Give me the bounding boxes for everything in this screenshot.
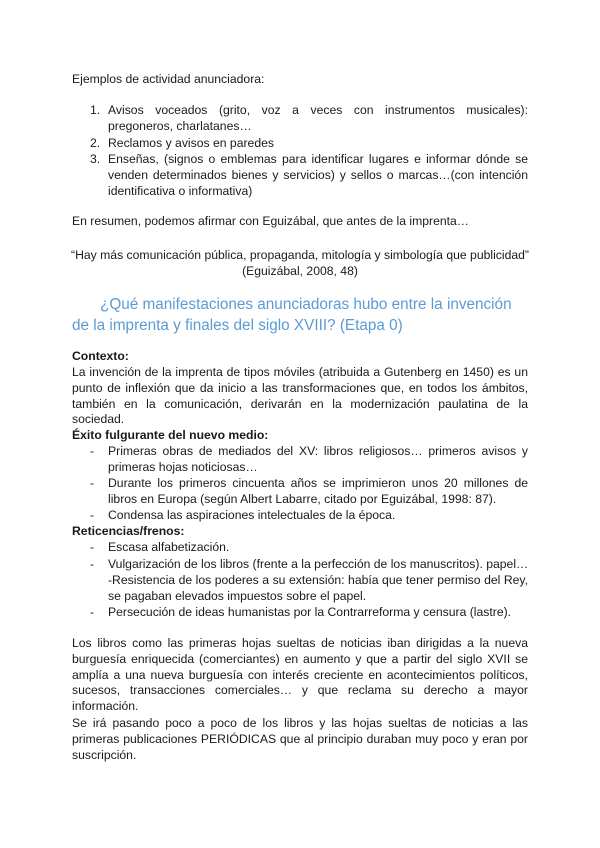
quote-citation: (Eguizábal, 2008, 48) bbox=[242, 264, 358, 278]
list-subitem: -Resistencia de los poderes a su extensión: había que tener permiso del Rey, se pagaban elevados impuestos sobre el papel. bbox=[108, 573, 528, 603]
list-item: Escasa alfabetización. bbox=[108, 540, 230, 554]
list-bullet: - bbox=[90, 444, 95, 458]
examples-intro: Ejemplos de actividad anunciadora: bbox=[72, 72, 265, 86]
list-item: Vulgarización de los libros (frente a la perfección de los manuscritos). papel… bbox=[108, 557, 529, 571]
list-bullet: - bbox=[90, 557, 95, 571]
list-bullet: - bbox=[90, 540, 95, 554]
list-item: Avisos voceados (grito, voz a veces con instrumentos musicales): pregoneros, charlatanes… bbox=[108, 103, 528, 133]
list-item: Enseñas, (signos o emblemas para identificar lugares e informar dónde se venden determinados bienes y servicios) y sellos o marcas…(con intención identificativa o informativa) bbox=[108, 152, 528, 198]
list-bullet: - bbox=[90, 605, 95, 619]
contexto-paragraph: La invención de la imprenta de tipos móviles (atribuida a Gutenberg en 1450) es un punto de inflexión que da inicio a las transformaciones que, en todos los ámbitos, también en la comunicación, derivarán en la modernización paulatina de la sociedad. bbox=[72, 365, 528, 427]
summary-line: En resumen, podemos afirmar con Eguizábal, que antes de la imprenta… bbox=[72, 214, 469, 228]
list-number: 2. bbox=[90, 136, 101, 150]
list-item: Persecución de ideas humanistas por la Contrarreforma y censura (lastre). bbox=[108, 605, 512, 619]
reticencias-heading: Reticencias/frenos: bbox=[72, 524, 185, 538]
list-item: Condensa las aspiraciones intelectuales de la época. bbox=[108, 508, 396, 522]
quote-text: “Hay más comunicación pública, propaganda, mitología y simbología que publicidad” bbox=[71, 248, 529, 262]
closing-paragraph-2: Se irá pasando poco a poco de los libros y las hojas sueltas de noticias a las primeras publicaciones PERIÓDICAS que al principio duraban muy poco y eran por suscripción. bbox=[72, 716, 528, 762]
list-bullet: - bbox=[90, 476, 95, 490]
list-item: Reclamos y avisos en paredes bbox=[108, 136, 274, 150]
closing-paragraph-1: Los libros como las primeras hojas sueltas de noticias iban dirigidas a la nueva burguesía enriquecida (comerciantes) en aumento y que a partir del siglo XVII se amplía a una nueva burguesía con interés creciente en acontecimientos políticos, sucesos, transacciones comerciales… y que reclama su derecho a mayor información. bbox=[72, 636, 528, 714]
list-item: Primeras obras de mediados del XV: libros religiosos… primeros avisos y primeras hojas noticiosas… bbox=[108, 444, 528, 474]
contexto-heading: Contexto: bbox=[72, 349, 129, 363]
exito-heading: Éxito fulgurante del nuevo medio: bbox=[72, 428, 269, 442]
section-heading: ¿Qué manifestaciones anunciadoras hubo entre la invención de la imprenta y finales del siglo XVIII? (Etapa 0) bbox=[72, 296, 512, 334]
list-number: 3. bbox=[90, 152, 101, 166]
list-bullet: - bbox=[90, 508, 95, 522]
list-item: Durante los primeros cincuenta años se imprimieron unos 20 millones de libros en Europa (según Albert Labarre, citado por Eguizábal, 1998: 87). bbox=[108, 476, 528, 506]
list-number: 1. bbox=[90, 103, 101, 117]
